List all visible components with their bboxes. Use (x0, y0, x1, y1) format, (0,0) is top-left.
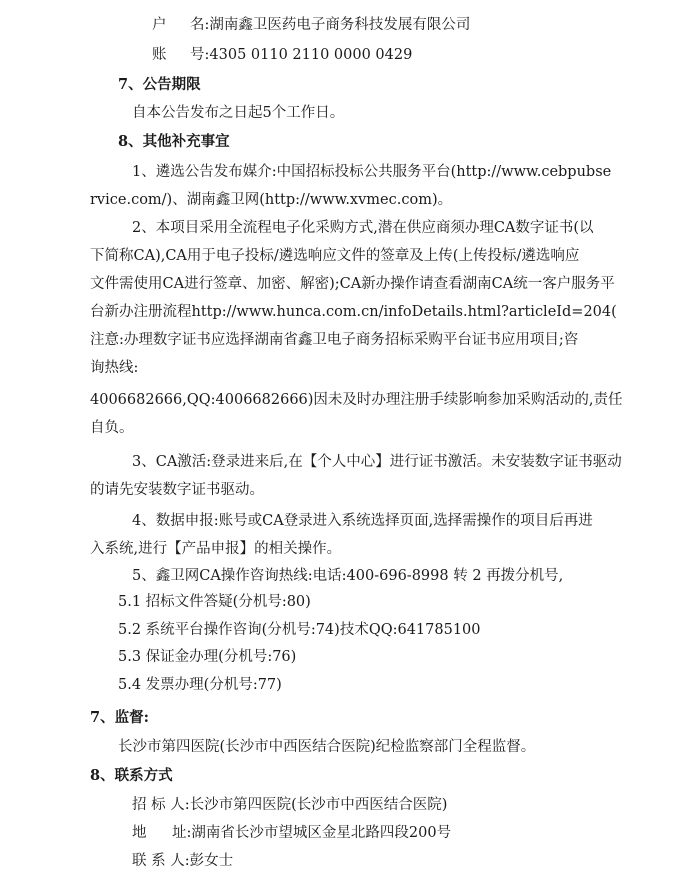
account-number-value: 4305 0110 2110 0000 0429 (209, 47, 413, 63)
section-period-text: 自本公告发布之日起5个工作日。 (132, 105, 345, 121)
paragraph-2-line-5: 注意:办理数字证书应选择湖南省鑫卫电子商务招标采购平台证书应用项目;咨 (90, 332, 579, 348)
paragraph-5-line-1: 5、鑫卫网CA操作咨询热线:电话:400-696-8998 转 2 再拨分机号, (132, 568, 564, 584)
account-number-label-a: 账 (152, 47, 167, 63)
section-period-heading: 7、公告期限 (118, 76, 201, 93)
section-supervision-text: 长沙市第四医院(长沙市中西医结合医院)纪检监察部门全程监督。 (118, 739, 536, 755)
section-other-heading: 8、其他补充事宜 (118, 133, 230, 150)
extension-item-5-2: 5.2 系统平台操作咨询(分机号:74)技术QQ:641785100 (118, 622, 481, 638)
paragraph-4-line-2: 入系统,进行【产品申报】的相关操作。 (90, 541, 342, 557)
paragraph-2-line-3: 文件需使用CA进行签章、加密、解密);CA新办操作请查看湖南CA统一客户服务平 (90, 276, 615, 292)
contact-tenderer-value: 长沙市第四医院(长沙市中西医结合医院) (189, 797, 448, 813)
contact-person-value: 彭女士 (189, 853, 234, 869)
contact-tenderer-row (132, 795, 447, 815)
account-holder-label-b: 名 (190, 17, 205, 33)
paragraph-2-line-7: 4006682666,QQ:4006682666)因未及时办理注册手续影响参加采购活动的,责任 (90, 392, 623, 408)
account-number-row: 账 号:4305 0110 2110 0000 0429 (152, 47, 413, 63)
account-holder-row: 户 名:湖南鑫卫医药电子商务科技发展有限公司 (152, 17, 471, 33)
paragraph-1-line-2: rvice.com/)、湖南鑫卫网(http://www.xvmec.com)。 (90, 192, 453, 208)
paragraph-2-line-2: 下简称CA),CA用于电子投标/遴选响应文件的签章及上传(上传投标/遴选响应 (90, 248, 580, 264)
extension-item-5-3: 5.3 保证金办理(分机号:76) (118, 649, 297, 665)
contact-address-label-a: 地 (132, 825, 147, 841)
account-holder-label-a: 户 (152, 17, 167, 33)
paragraph-2-line-6: 询热线: (90, 360, 139, 376)
paragraph-1-line-1: 1、遴选公告发布媒介:中国招标投标公共服务平台(http://www.cebpubse (132, 164, 612, 180)
paragraph-2-line-4: 台新办注册流程http://www.hunca.com.cn/infoDetails.html?articleId=204( (90, 304, 617, 320)
contact-address-row (132, 823, 451, 843)
paragraph-3-line-2: 的请先安装数字证书驱动。 (90, 482, 264, 498)
paragraph-3-line-1: 3、CA激活:登录进来后,在【个人中心】进行证书激活。未安装数字证书驱动 (132, 454, 622, 470)
contact-address-value: 湖南省长沙市望城区金星北路四段200号 (191, 825, 452, 841)
extension-item-5-1: 5.1 招标文件答疑(分机号:80) (118, 594, 311, 610)
section-contact-heading: 8、联系方式 (90, 767, 173, 784)
paragraph-2-line-8: 自负。 (90, 420, 134, 436)
account-number-label-b: 号 (190, 47, 205, 63)
contact-tenderer-label: 招 标 人: (132, 797, 190, 813)
account-holder-value: 湖南鑫卫医药电子商务科技发展有限公司 (209, 17, 471, 33)
contact-person-label: 联 系 人: (132, 853, 190, 869)
extension-item-5-4: 5.4 发票办理(分机号:77) (118, 677, 282, 693)
section-supervision-heading: 7、监督: (90, 709, 149, 726)
paragraph-4-line-1: 4、数据申报:账号或CA登录进入系统选择页面,选择需操作的项目后再进 (132, 513, 593, 529)
contact-address-label-b: 址: (172, 825, 192, 841)
paragraph-2-line-1: 2、本项目采用全流程电子化采购方式,潜在供应商须办理CA数字证书(以 (132, 220, 594, 236)
contact-person-row (132, 851, 233, 871)
